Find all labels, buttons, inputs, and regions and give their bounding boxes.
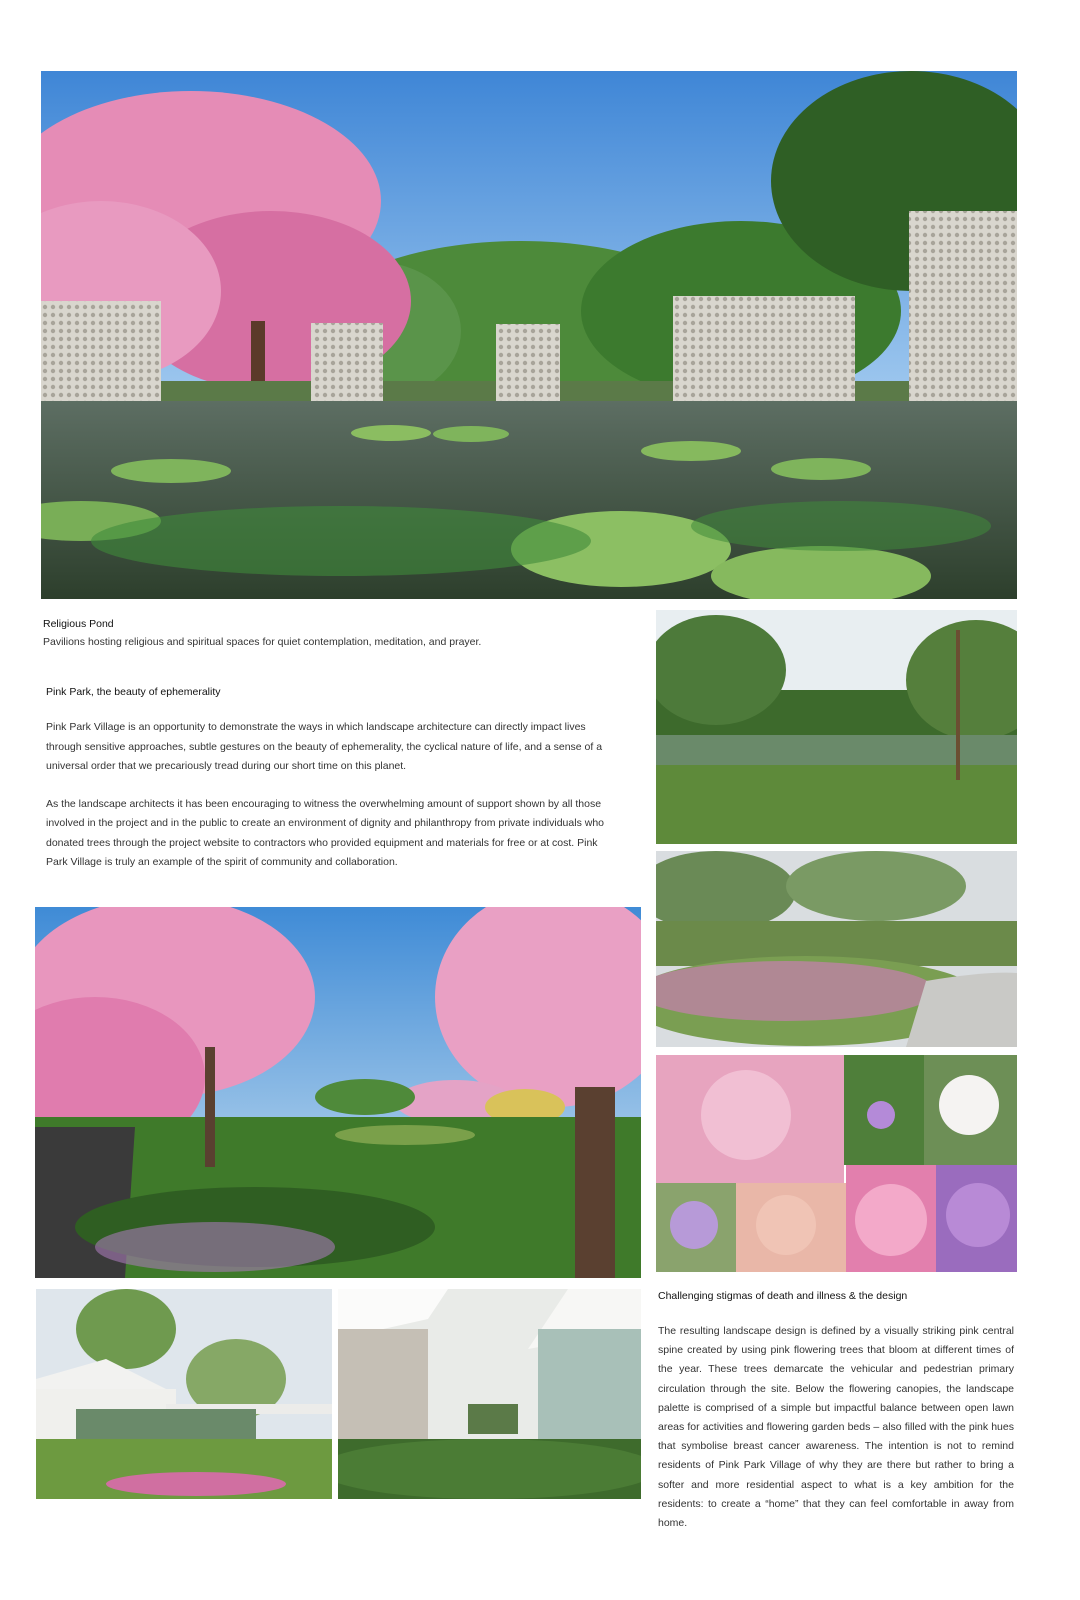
design-paragraph: The resulting landscape design is defined by a visually striking pink central spine created by using pink flowering trees that bloom at different times of the year. These trees demarcate the vehicular and pedestrian primary circulation through the site. Below the flowering canopies, the landscape palette is comprised of a simple but impactful balance between open lawn areas for activities and flowering garden beds – also filled with the pink hues that symbolise breast cancer awareness. The intention is not to remind residents of Pink Park Village of why they are there but rather to bring a softer and more residential aspect to what is a key ambition for the residents: to create a “home” that they can feel comfortable in away from home. (658, 1325, 1014, 1530)
roadside-flower-bed-photo (656, 851, 1017, 1047)
intro-heading: Pink Park, the beauty of ephemerality (46, 686, 221, 698)
hero-caption-title: Religious Pond (43, 618, 114, 630)
wetland-pond-photo (656, 610, 1017, 844)
flower-collage-photo (656, 1055, 1017, 1272)
courtyard-walkway-photo (338, 1289, 641, 1499)
pavilion-building-photo (36, 1289, 332, 1499)
intro-paragraph-2: As the landscape architects it has been encouraging to witness the overwhelming amount of support shown by all those involved in the project and in the public to create an environment of dignity and philanthropy from private individuals who donated trees through the project website to contractors who provided equipment and materials for free or at cost. Pink Park Village is truly an example of the spirit of community and collaboration. (46, 797, 604, 868)
hero-caption-text: Pavilions hosting religious and spiritual spaces for quiet contemplation, meditation, and prayer. (43, 636, 482, 648)
pink-tree-avenue-rendering (35, 907, 641, 1278)
design-heading: Challenging stigmas of death and illness & the design (658, 1290, 908, 1302)
religious-pond-image (41, 71, 1017, 599)
intro-paragraph-1: Pink Park Village is an opportunity to demonstrate the ways in which landscape architecture can directly impact lives through sensitive approaches, subtle gestures on the beauty of ephemerality, the cyclical nature of life, and a sense of a universal order that we precariously tread during our short time on this planet. (46, 721, 603, 772)
